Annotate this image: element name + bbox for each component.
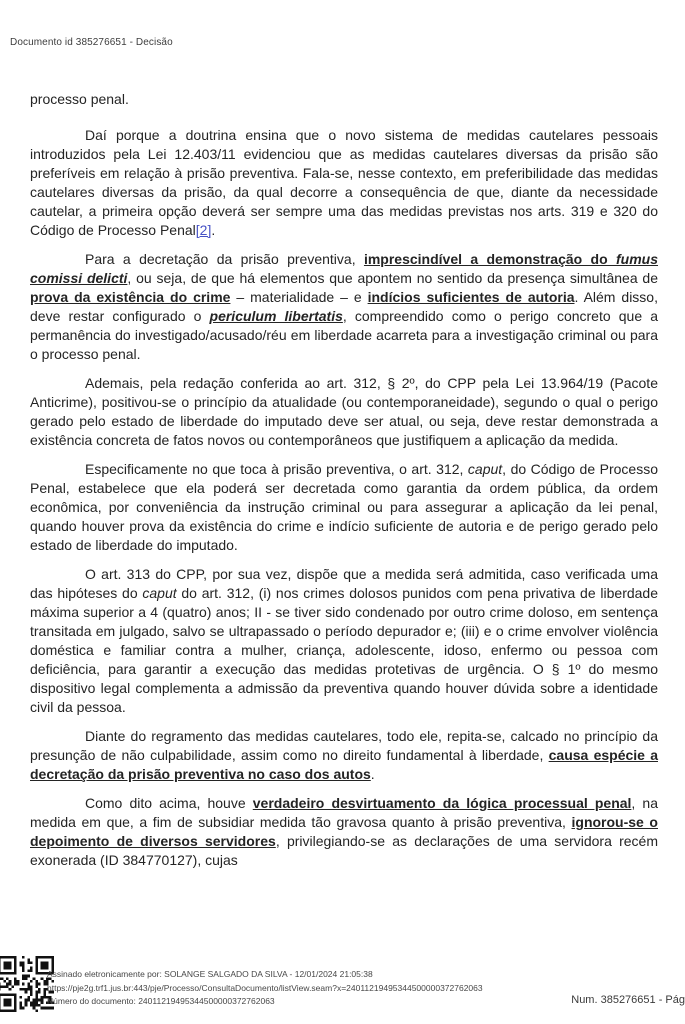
paragraph (30, 727, 658, 784)
footnote-link[interactable]: [2] (195, 222, 212, 238)
text-segment: , compreendido como o perigo concreto que a permanência do investigado/acusado/réu em liberdade acarreta para a investigação criminal ou para o processo penal. (30, 308, 658, 362)
document-body (30, 90, 658, 880)
qr-code-icon (0, 956, 54, 1012)
text-segment: Ademais, pela redação conferida ao art. 312, § 2º, do CPP pela Lei 13.964/19 (Pacote Anticrime), positivou-se o princípio da atualidade (ou contemporaneidade), segundo o qual o perigo gerado pelo estado de liberdade do imputado deve ser atual, ou seja, deve restar demonstrada a existência concreta de fatos novos ou contemporâneos que justifiquem a aplicação da medida. (30, 375, 658, 448)
text-segment: causa espécie a decretação da prisão preventiva no caso dos autos (30, 747, 658, 782)
paragraph (30, 794, 658, 870)
page-number-label: Num. 385276651 - Pág (571, 994, 685, 1006)
text-segment: indícios suficientes de autoria (367, 289, 575, 305)
text-segment: processo penal. (30, 91, 129, 107)
text-segment: , do Código de Processo Penal, estabelece que ela poderá ser decretada como garantia da ordem pública, da ordem econômica, por conveniência da instrução criminal ou para assegurar a aplicação da lei penal, quando houver prova da existência do crime e indício suficiente de autoria e de perigo gerado pelo estado de liberdade do imputado. (30, 461, 658, 553)
text-segment: verdadeiro desvirtuamento da lógica processual penal (252, 795, 632, 811)
text-segment: Como dito acima, houve (85, 795, 253, 811)
text-segment: periculum libertatis (209, 308, 343, 324)
paragraph (30, 250, 658, 364)
document-footer (0, 950, 685, 1024)
text-segment: Para a decretação da prisão preventiva, (85, 251, 364, 267)
text-segment: prova da existência do crime (30, 289, 231, 305)
text-segment: Especificamente no que toca à prisão preventiva, o art. 312, (85, 461, 468, 477)
signature-block (47, 968, 483, 1009)
paragraph (30, 374, 658, 450)
text-segment: do art. 312, (i) nos crimes dolosos punidos com pena privativa de liberdade máxima superior a 4 (quatro) anos; II - se tiver sido condenado por outro crime doloso, em sentença transitada em julgado, salvo se ultrapassado o período depurador e; (iii) e o crime envolver violência doméstica e familiar contra a mulher, criança, adolescente, idoso, enfermo ou pessoa com deficiência, para garantir a execução das medidas protetivas de urgência. O § 1º do mesmo dispositivo legal complementa a admissão da preventiva quando houver dúvida sobre a identidade civil da pessoa. (30, 585, 658, 715)
text-segment: imprescindível a demonstração do (363, 251, 617, 267)
paragraph (30, 126, 658, 240)
text-segment: , na medida em que, a fim de subsidiar medida tão gravosa quanto à prisão preventiva, (30, 795, 658, 830)
text-segment: , ou seja, de que há elementos que apontem no sentido da presença simultânea de (127, 270, 658, 286)
text-segment: . Além disso, deve restar configurado o (30, 289, 658, 324)
signature-line: Assinado eletronicamente por: SOLANGE SALGADO DA SILVA - 12/01/2024 21:05:38 (47, 969, 373, 979)
text-segment: . (370, 766, 375, 782)
document-url: https://pje2g.trf1.jus.br:443/pje/Processo/ConsultaDocumento/listView.seam?x=24011219495344500000372762063 (47, 982, 483, 993)
text-segment: , privilegiando-se as declarações de uma servidora recém exonerada (ID 384770127), cujas (30, 833, 659, 868)
text-segment: O art. 313 do CPP, por sua vez, dispõe que a medida será admitida, caso verificada uma das hipóteses do (30, 566, 658, 601)
text-segment: fumus comissi delicti (30, 251, 659, 286)
document-id-header: Documento id 385276651 - Decisão (10, 37, 173, 48)
text-segment: Daí porque a doutrina ensina que o novo sistema de medidas cautelares pessoais introduzidos pela Lei 12.403/11 evidenciou que as medidas cautelares diversas da prisão são preferíveis em relação à prisão preventiva. Fala-se, nesse contexto, em preferibilidade das medidas cautelares diversas da prisão, da qual decorre a consequência de que, diante da necessidade cautelar, a primeira opção deverá ser sempre uma das medidas previstas nos arts. 319 e 320 do Código de Processo Penal (30, 127, 658, 238)
text-segment: caput (142, 585, 177, 601)
paragraph (30, 565, 658, 717)
text-segment: ignorou-se o depoimento de diversos servidores (30, 814, 658, 849)
text-segment: Diante do regramento das medidas cautelares, todo ele, repita-se, calcado no princípio da presunção de não culpabilidade, assim como no direito fundamental à liberdade, (30, 728, 658, 763)
text-segment: – materialidade – e (230, 289, 368, 305)
document-number: Número do documento: 24011219495344500000372762063 (47, 996, 275, 1006)
text-segment: caput (467, 461, 503, 477)
paragraph (30, 460, 658, 555)
text-segment: . (211, 222, 216, 238)
paragraph (30, 90, 658, 109)
